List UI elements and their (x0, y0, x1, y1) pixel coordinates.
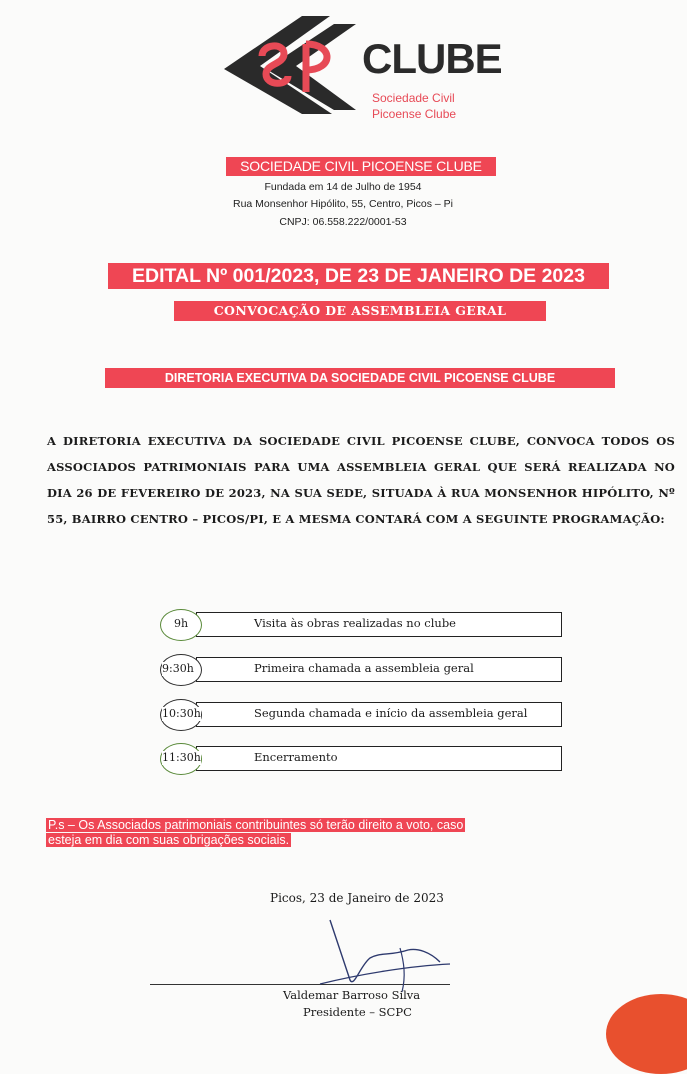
logo-wordmark: CLUBE (362, 35, 502, 82)
postscript-line2: esteja em dia com suas obrigações sociais. (48, 833, 290, 847)
postscript-note (46, 818, 636, 848)
edital-title: EDITAL Nº 001/2023, DE 23 DE JANEIRO DE 2023 (108, 263, 609, 289)
cnpj: CNPJ: 06.558.222/0001-53 (279, 216, 407, 228)
founded-date: Fundada em 14 de Julho de 1954 (264, 181, 422, 193)
address: Rua Monsenhor Hipólito, 55, Centro, Picos – Pi (232, 198, 454, 210)
signer-name: Valdemar Barroso Silva (283, 988, 421, 1002)
club-logo-emblem (222, 14, 362, 114)
program-description: Encerramento (254, 750, 338, 764)
place-and-date: Picos, 23 de Janeiro de 2023 (270, 891, 444, 905)
logo-subtitle-line1: Sociedade Civil (372, 91, 455, 105)
logo-subtitle-line2: Picoense Clube (372, 107, 457, 121)
program-row (160, 609, 562, 641)
convocation-body: A DIRETORIA EXECUTIVA DA SOCIEDADE CIVIL PICOENSE CLUBE, CONVOCA TODOS OS ASSOCIADOS PATRIMONIAIS PARA UMA ASSEMBLEIA GERAL QUE SERÁ REALIZADA NO DIA 26 DE FEVEREIRO DE 2023, NA SUA SEDE, SITUADA À RUA MONSENHOR HIPÓLITO, Nº 55, BAIRRO CENTRO – PICOS/PI, E A MESMA CONTARÁ COM A SEGUINTE PROGRAMAÇÃO: (47, 434, 675, 526)
postscript-line1: P.s – Os Associados patrimoniais contribuintes só terão direito a voto, caso (48, 818, 464, 832)
program-row (160, 654, 562, 686)
program-row-box (196, 746, 562, 771)
program-row (160, 699, 562, 731)
signer-role: Presidente – SCPC (303, 1005, 412, 1019)
convocation-title: CONVOCAÇÃO DE ASSEMBLEIA GERAL (174, 301, 546, 321)
corner-orange-circle (606, 994, 687, 1074)
board-title: DIRETORIA EXECUTIVA DA SOCIEDADE CIVIL PICOENSE CLUBE (105, 368, 615, 388)
program-time: 9:30h (162, 662, 194, 675)
program-description: Primeira chamada a assembleia geral (254, 661, 474, 675)
organization-name: SOCIEDADE CIVIL PICOENSE CLUBE (226, 157, 496, 176)
program-description: Visita às obras realizadas no clube (254, 616, 456, 630)
program-time: 10:30h (162, 707, 201, 720)
program-time: 9h (174, 617, 189, 630)
program-time: 11:30h (162, 751, 201, 764)
program-row (160, 743, 562, 775)
program-description: Segunda chamada e início da assembleia geral (254, 706, 528, 720)
